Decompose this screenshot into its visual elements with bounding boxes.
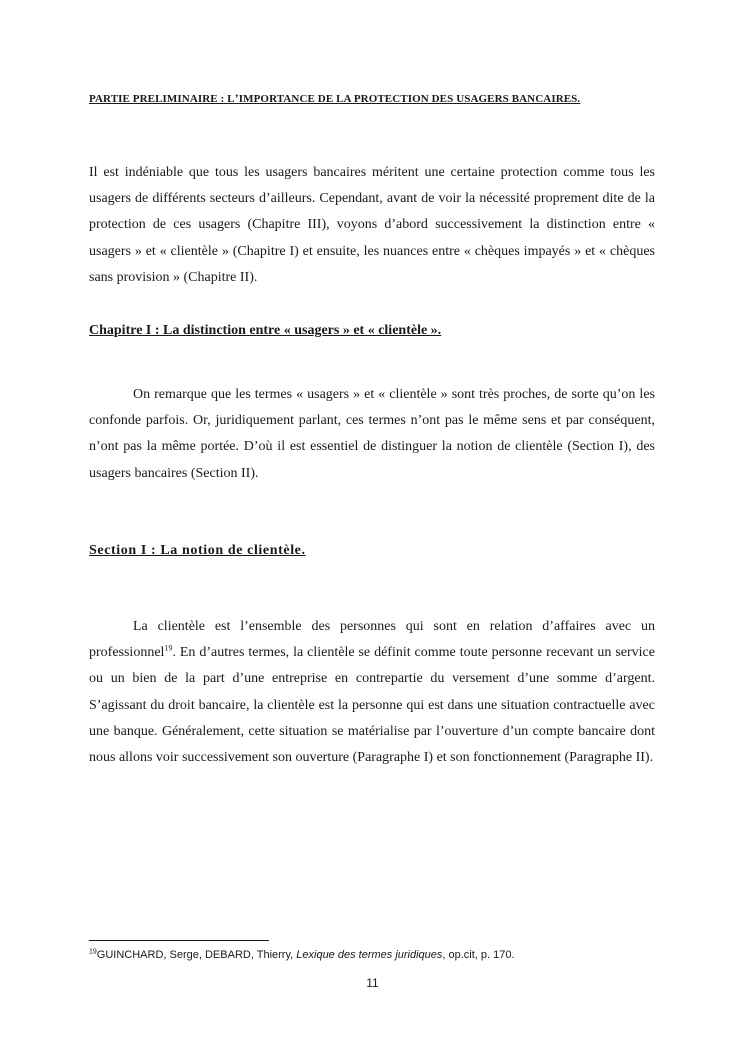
section-title: Section I : La notion de clientèle. — [89, 543, 306, 558]
footnote-citation: , op.cit, p. 170. — [442, 949, 515, 961]
part-title-end: IMPORTANCE DE LA PROTECTION DES USAGERS BANCAIRES. — [238, 93, 581, 105]
section-paragraph — [89, 614, 655, 771]
footnote-work-title: Lexique des termes juridiques — [296, 949, 443, 961]
footnote-separator — [89, 940, 269, 941]
part-title — [89, 91, 659, 106]
footnote-number: 19 — [89, 948, 97, 956]
part-title-start: PARTIE PRELIMINAIRE : L — [89, 93, 235, 105]
footnote-authors: GUINCHARD, Serge, DEBARD, Thierry, — [96, 949, 297, 961]
chapter-paragraph: On remarque que les termes « usagers » et « clientèle » sont très proches, de sorte qu’on les confonde parfois. Or, juridiquement parlant, ces termes n’ont pas le même sens et par conséquent, n’ont pas la même portée. D’où il est essentiel de distinguer la notion de clientèle (Section I), des usagers bancaires (Section II). — [89, 387, 655, 481]
chapter-title: Chapitre I : La distinction entre « usagers » et « clientèle ». — [89, 323, 442, 338]
page-number: 11 — [366, 976, 379, 990]
intro-paragraph: Il est indéniable que tous les usagers bancaires méritent une certaine protection comme tous les usagers de différents secteurs d’ailleurs. Cependant, avant de voir la nécessité proprement dite de la protection de ces usagers (Chapitre III), voyons d’abord successivement la distinction entre « usagers » et « clientèle » (Chapitre I) et ensuite, les nuances entre « chèques impayés » et « chèques sans provision » (Chapitre II). — [89, 165, 655, 285]
part-title-apostrophe: ’ — [234, 91, 239, 105]
section-text-start: La clientèle est l’ensemble des personnes qui sont en relation d’affaires avec un professionnel — [89, 619, 655, 661]
footnote-reference: 19 — [164, 643, 173, 653]
footnote — [89, 949, 515, 961]
section-text-end: . En d’autres termes, la clientèle se définit comme toute personne recevant un service ou un bien de la part d’une entreprise en contrepartie du versement d’une somme d’argent. S’agissant du droit bancaire, la clientèle est la personne qui est dans une situation contractuelle avec une banque. Généralement, cette situation se matérialise par l’ouverture d’un compte bancaire dont nous allons voir successivement son ouverture (Paragraphe I) et son fonctionnement (Paragraphe II). — [89, 645, 655, 766]
